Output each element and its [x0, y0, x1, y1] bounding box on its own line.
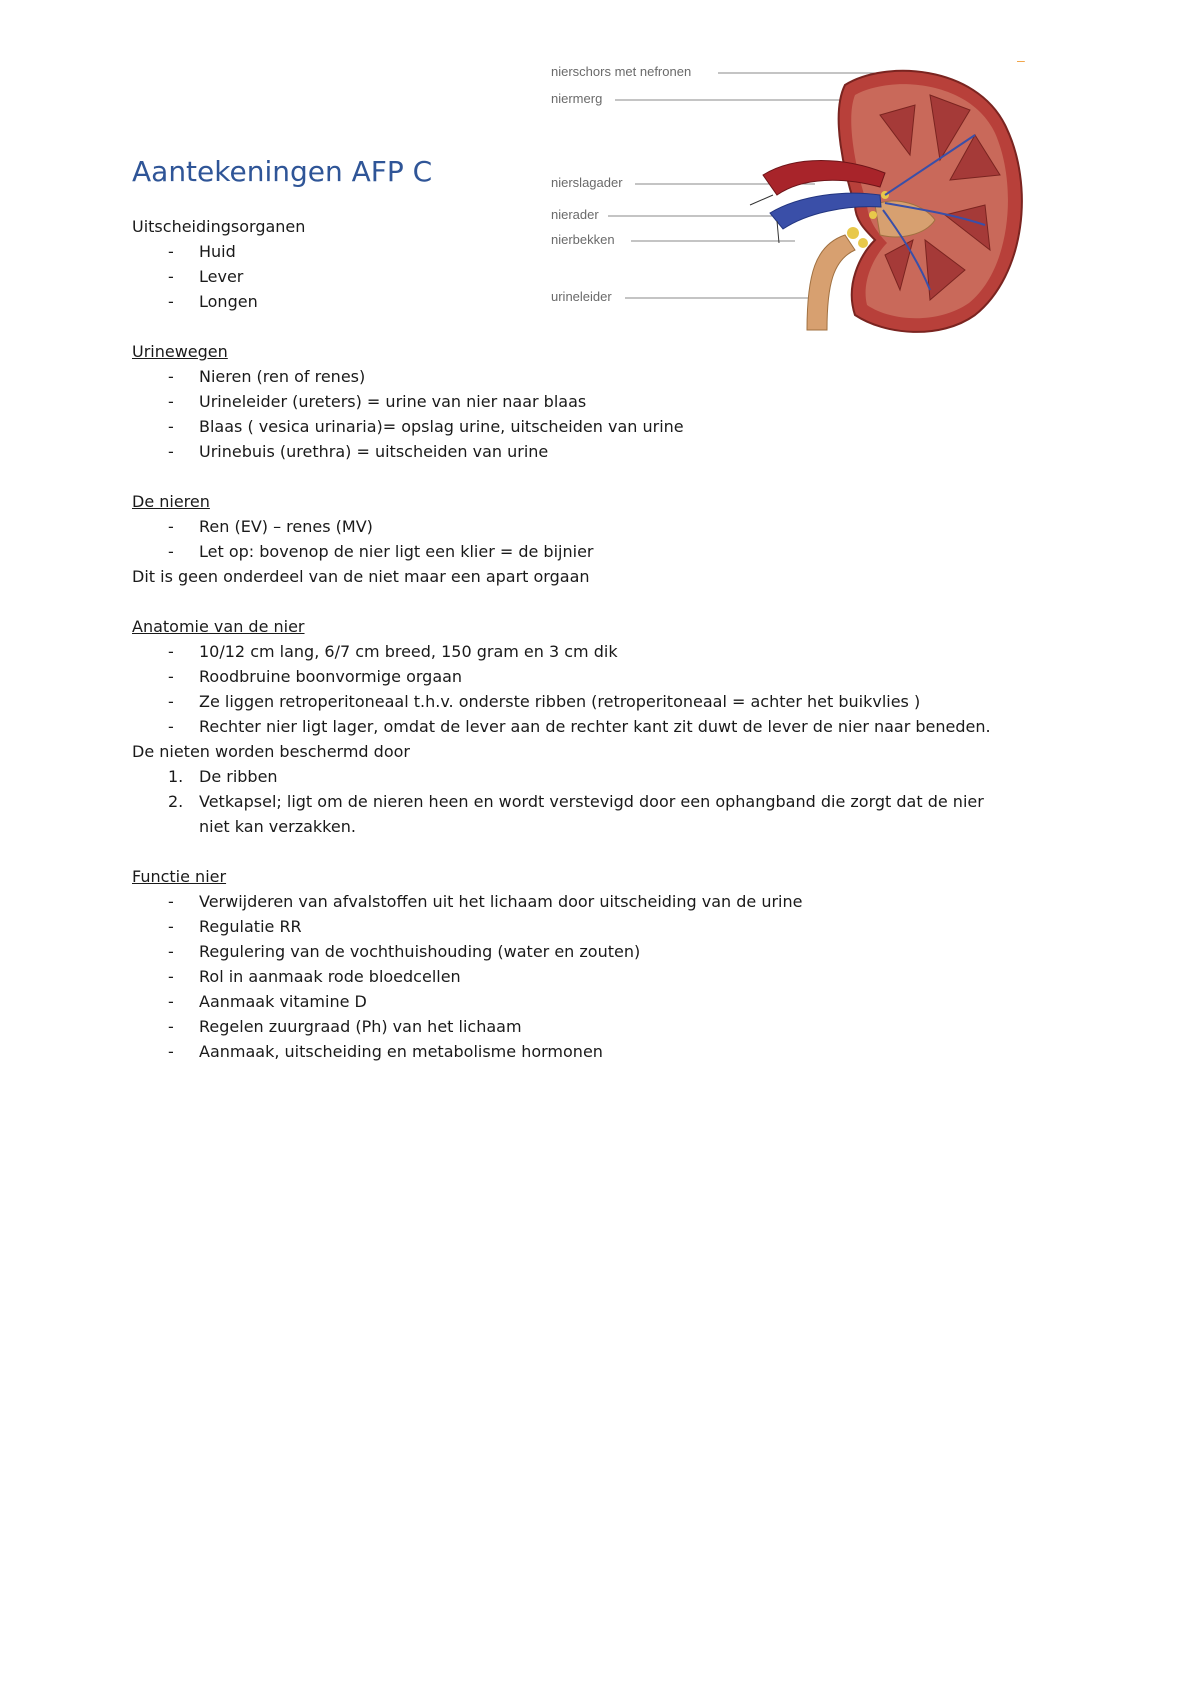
section-heading-urinewegen: Urinewegen: [132, 342, 228, 361]
list-item: - Nieren (ren of renes): [132, 364, 1012, 389]
label-nierbekken: nierbekken: [551, 232, 615, 247]
document-body: [132, 214, 1012, 1064]
list-protect: [132, 764, 1012, 839]
list-item: - Urinebuis (urethra) = uitscheiden van urine: [132, 439, 1012, 464]
list-item: - Regulering van de vochthuishouding (water en zouten): [132, 939, 1012, 964]
list-item: - Regelen zuurgraad (Ph) van het lichaam: [132, 1014, 1012, 1039]
label-nierader: nierader: [551, 207, 599, 222]
item-text: De ribben: [199, 767, 278, 786]
list-item: - Regulatie RR: [132, 914, 1012, 939]
list-item: - Huid: [132, 239, 1012, 264]
list-item: - Blaas ( vesica urinaria)= opslag urine, uitscheiden van urine: [132, 414, 1012, 439]
list-item: - Urineleider (ureters) = urine van nier naar blaas: [132, 389, 1012, 414]
protect-intro: De nieten worden beschermd door: [132, 742, 410, 761]
label-urineleider: urineleider: [551, 289, 612, 304]
label-nierslagader: nierslagader: [551, 175, 623, 190]
label-niermerg: niermerg: [551, 91, 603, 106]
section-heading-nieren: De nieren: [132, 492, 210, 511]
nieren-note: Dit is geen onderdeel van de niet maar een apart orgaan: [132, 567, 590, 586]
numbered-item: [132, 764, 1012, 789]
list-anatomie: [132, 639, 1012, 739]
list-item: - Longen: [132, 289, 1012, 314]
list-item: - Aanmaak vitamine D: [132, 989, 1012, 1014]
list-item: - Ze liggen retroperitoneaal t.h.v. onderste ribben (retroperitoneaal = achter het buikvlies ): [132, 689, 1012, 714]
list-item: - Aanmaak, uitscheiding en metabolisme hormonen: [132, 1039, 1012, 1064]
item-number: 2.: [168, 792, 184, 811]
list-item: - Roodbruine boonvormige orgaan: [132, 664, 1012, 689]
item-text: Vetkapsel; ligt om de nieren heen en wordt verstevigd door een ophangband die zorgt dat de nier niet kan verzakken.: [199, 792, 984, 836]
list-nieren: [132, 514, 1012, 564]
list-urinewegen: [132, 364, 1012, 464]
section-heading-uitscheiding: Uitscheidingsorganen: [132, 217, 306, 236]
numbered-item: [132, 789, 1012, 839]
item-number: 1.: [168, 767, 184, 786]
list-functie: [132, 889, 1012, 1064]
list-item: - 10/12 cm lang, 6/7 cm breed, 150 gram en 3 cm dik: [132, 639, 1012, 664]
arrow: [750, 195, 773, 205]
list-item: - Lever: [132, 264, 1012, 289]
corner-mark: –: [1017, 52, 1025, 68]
list-item: - Ren (EV) – renes (MV): [132, 514, 1012, 539]
list-item: - Verwijderen van afvalstoffen uit het lichaam door uitscheiding van de urine: [132, 889, 1012, 914]
list-item: - Let op: bovenop de nier ligt een klier = de bijnier: [132, 539, 1012, 564]
section-heading-anatomie: Anatomie van de nier: [132, 617, 305, 636]
page-title: Aantekeningen AFP C: [132, 155, 433, 188]
section-heading-functie: Functie nier: [132, 867, 227, 886]
list-item: - Rol in aanmaak rode bloedcellen: [132, 964, 1012, 989]
list-uitscheiding: [132, 239, 1012, 314]
list-item: - Rechter nier ligt lager, omdat de lever aan de rechter kant zit duwt de lever de nier naar beneden.: [132, 714, 1012, 739]
label-nierschors: nierschors met nefronen: [551, 64, 692, 79]
